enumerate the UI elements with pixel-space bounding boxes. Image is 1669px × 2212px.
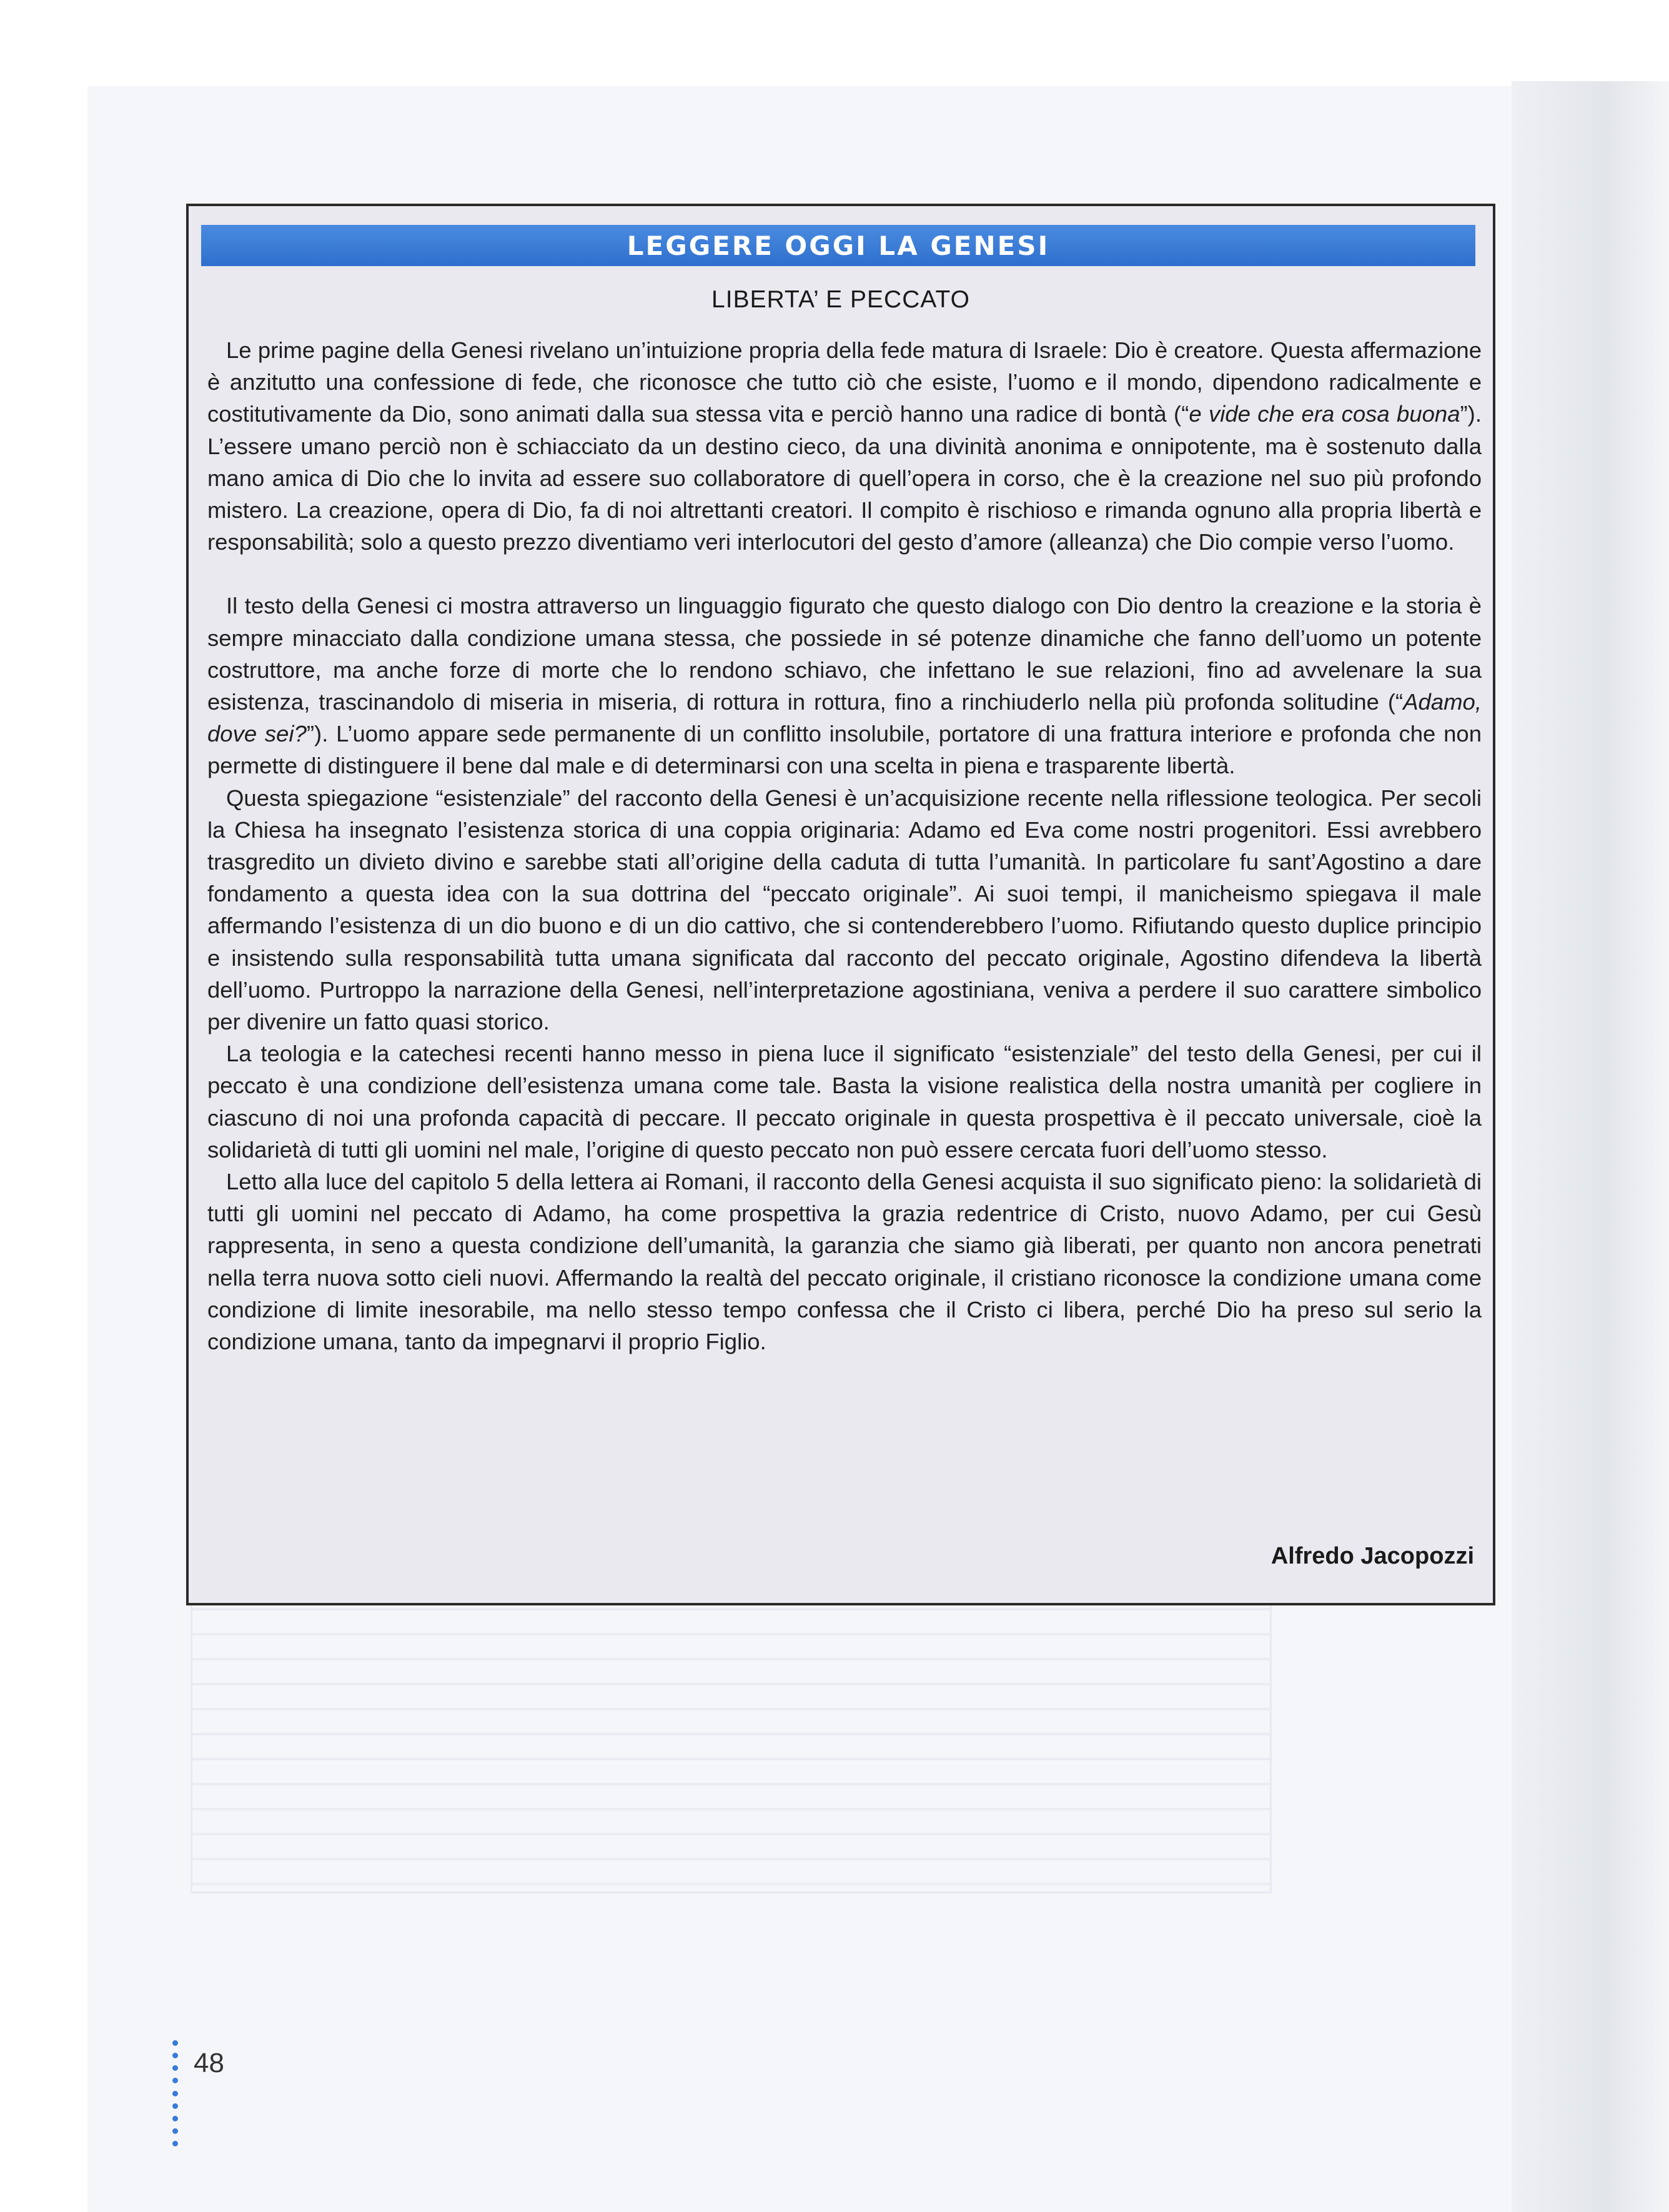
article-body [207, 334, 1482, 1357]
paragraph-4: La teologia e la catechesi recenti hanno messo in piena luce il significato “esistenziale” del testo della Genesi, per cui il peccato è una condizione dell’esistenza umana come tale. Basta la visione realistica della nostra umanità per cogliere in ciascuno di noi una profonda capacità di peccare. Il peccato originale in questa prospettiva è il peccato universale, cioè la solidarietà di tutti gli uomini nel male, l’origine di questo peccato non può essere cercata fuori dell’uomo stesso. [207, 1041, 1482, 1163]
show-through-text [191, 1584, 1272, 1893]
paragraph-3: Questa spiegazione “esistenziale” del racconto della Genesi è un’acquisizione recente nella riflessione teologica. Per secoli la Chiesa ha insegnato l’esistenza storica di una coppia originaria: Adamo ed Eva come nostri progenitori. Essi avrebbero trasgredito un divieto divino e sarebbe stati all’origine della caduta di tutta l’umanità. In particolare fu sant’Agostino a dare fondamento a questa idea con la sua dottrina del “peccato originale”. Ai suoi tempi, il manicheismo spiegava il male affermando l’esistenza di un dio buono e di un dio cattivo, che si contenderebbero l’uomo. Rifiutando questo duplice principio e insistendo sulla responsabilità tutta umana significata dal racconto del peccato originale, Agostino difendeva la libertà dell’uomo. Purtroppo la narrazione della Genesi, nell’interpretazione agostiniana, veniva a perdere il suo carattere simbolico per divenire un fatto quasi storico. [207, 785, 1482, 1035]
paragraph-2: Il testo della Genesi ci mostra attraverso un linguaggio figurato che questo dialogo con Dio dentro la creazione e la storia è sempre minacciato dalla condizione umana stessa, che possiede in sé potenze dinamiche che fanno dell’uomo un potente costruttore, ma anche forze di morte che lo rendono schiavo, che infettano le sue relazioni, fino ad avvelenare la sua esistenza, trascinandolo di miseria in miseria, di rottura in rottura, fino a rinchiuderlo nella più profonda solitudine (“Adamo, dove sei?”). L’uomo appare sede permanente di un conflitto insolubile, portatore di una frattura interiore e profonda che non permette di distinguere il bene dal male e di determinarsi con una scelta in piena e trasparente libertà. [207, 593, 1482, 779]
paragraph-5: Letto alla luce del capitolo 5 della lettera ai Romani, il racconto della Genesi acquista il suo significato pieno: la solidarietà di tutti gli uomini nel peccato di Adamo, ha come prospettiva la grazia redentrice di Cristo, nuovo Adamo, per cui Gesù rappresenta, in seno a questa condizione dell’umanità, la garanzia che siamo già liberati, per quanto non ancora penetrati nella terra nuova sotto cieli nuovi. Affermando la realtà del peccato originale, il cristiano riconosce la condizione umana come condizione di limite inesorabile, ma nello stesso tempo confessa che il Cristo ci libera, perché Dio ha preso sul serio la condizione umana, tanto da impegnarvi il proprio Figlio. [207, 1169, 1482, 1355]
section-banner: LEGGERE OGGI LA GENESI [201, 225, 1475, 266]
page-curl [1512, 81, 1669, 2212]
article-title: LIBERTA’ E PECCATO [711, 286, 970, 313]
author-signature: Alfredo Jacopozzi [1270, 1543, 1474, 1569]
page-dots-ornament [172, 2040, 181, 2146]
article-box [186, 204, 1495, 1605]
paragraph-1: Le prime pagine della Genesi rivelano un’intuizione propria della fede matura di Israele: Dio è creatore. Questa affermazione è anzitutto una confessione di fede, che riconosce che tutto ciò che esiste, l’uomo e il mondo, dipendono radicalmente e costitutivamente da Dio, sono animati dalla sua stessa vita e perciò hanno una radice di bontà (“e vide che era cosa buona”). L’essere umano perciò non è schiacciato da un destino cieco, da una divinità anonima e onnipotente, ma è sostenuto dalla mano amica di Dio che lo invita ad essere suo collaboratore di quell’opera in corso, che è la creazione nel suo più profondo mistero. La creazione, opera di Dio, fa di noi altrettanti creatori. Il compito è rischioso e rimanda ognuno alla propria libertà e responsabilità; solo a questo prezzo diventiamo veri interlocutori del gesto d’amore (alleanza) che Dio compie verso l’uomo. [207, 337, 1482, 555]
page-number: 48 [194, 2048, 224, 2078]
